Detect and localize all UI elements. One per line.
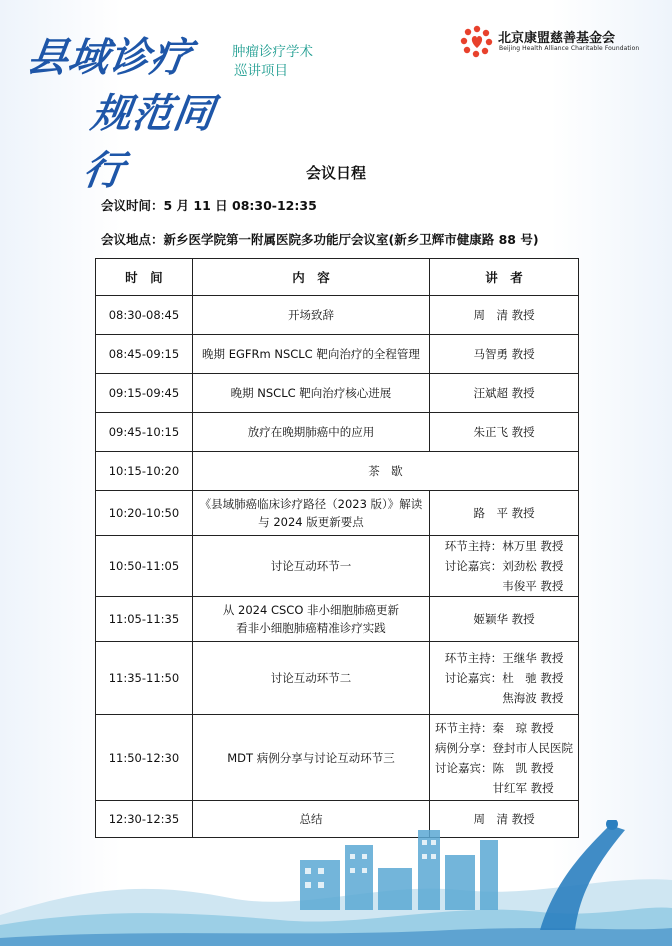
table-row bbox=[96, 491, 579, 536]
table-row bbox=[96, 642, 579, 715]
content-line: 与 2024 版更新要点 bbox=[258, 515, 364, 529]
cell-time: 09:45-10:15 bbox=[96, 413, 193, 452]
speaker-line: 周 清 教授 bbox=[473, 308, 535, 322]
project-line-2: 巡讲项目 bbox=[234, 63, 288, 79]
cell-time: 10:50-11:05 bbox=[96, 536, 193, 597]
cell-speaker bbox=[430, 413, 579, 452]
city-skyline-illustration bbox=[0, 820, 672, 946]
speaker-list bbox=[473, 383, 534, 403]
cell-speaker bbox=[430, 296, 579, 335]
speaker-line: 环节主持：王继华 教授 bbox=[444, 651, 564, 665]
speaker-line: 焦海波 教授 bbox=[444, 691, 564, 705]
calligraphy-line-2: 规范同行 bbox=[80, 90, 218, 194]
cell-speaker bbox=[430, 491, 579, 536]
speaker-line: 周 清 教授 bbox=[473, 812, 535, 826]
speaker-line: 朱正飞 教授 bbox=[473, 425, 535, 439]
content-line: 总结 bbox=[299, 812, 323, 826]
cell-speaker bbox=[430, 642, 579, 715]
speaker-list bbox=[445, 536, 564, 596]
speaker-line: 讨论嘉宾：刘劲松 教授 bbox=[444, 559, 564, 573]
foundation-name: 北京康盟慈善基金会 bbox=[498, 31, 616, 46]
cell-content bbox=[192, 413, 429, 452]
table-row bbox=[96, 413, 579, 452]
project-name bbox=[232, 43, 313, 81]
speaker-line: 汪斌超 教授 bbox=[473, 386, 535, 400]
content-line: 晚期 NSCLC 靶向治疗核心进展 bbox=[230, 386, 392, 400]
content-line: 晚期 EGFRm NSCLC 靶向治疗的全程管理 bbox=[202, 347, 420, 361]
cell-content bbox=[192, 452, 578, 491]
calligraphy-line-1: 县域诊疗 bbox=[24, 34, 195, 81]
cell-time: 10:15-10:20 bbox=[96, 452, 193, 491]
foundation-brand bbox=[460, 24, 660, 64]
cell-content bbox=[192, 642, 429, 715]
foundation-name-english: Beijing Health Alliance Charitable Foundation bbox=[499, 45, 640, 52]
cell-time: 11:50-12:30 bbox=[96, 715, 193, 801]
header-time: 时 间 bbox=[96, 259, 193, 296]
table-row bbox=[96, 715, 579, 801]
speaker-list bbox=[445, 648, 564, 708]
cell-content bbox=[192, 296, 429, 335]
cell-content bbox=[192, 536, 429, 597]
meeting-place: 会议地点：新乡医学院第一附属医院多功能厅会议室(新乡卫辉市健康路 88 号) bbox=[101, 232, 539, 247]
schedule-body bbox=[96, 296, 579, 838]
content-line: 讨论互动环节一 bbox=[270, 559, 352, 573]
page-title: 会议日程 bbox=[305, 164, 366, 182]
cell-time: 10:20-10:50 bbox=[96, 491, 193, 536]
meeting-time: 会议时间：5 月 11 日 08:30-12:35 bbox=[101, 198, 317, 213]
content-line: 茶 歇 bbox=[368, 464, 403, 478]
speaker-list bbox=[473, 422, 534, 442]
speaker-list bbox=[473, 305, 534, 325]
cell-content bbox=[192, 374, 429, 413]
table-row bbox=[96, 452, 579, 491]
cell-content bbox=[192, 715, 429, 801]
cell-speaker bbox=[430, 335, 579, 374]
speaker-line: 病例分享：登封市人民医院 bbox=[435, 740, 574, 755]
content-line: 看非小细胞肺癌精准诊疗实践 bbox=[236, 621, 386, 635]
foundation-logo-icon bbox=[460, 24, 494, 58]
cell-speaker bbox=[430, 715, 579, 801]
speaker-line: 路 平 教授 bbox=[473, 506, 535, 520]
table-row bbox=[96, 374, 579, 413]
table-header-row bbox=[96, 259, 579, 296]
cell-speaker bbox=[430, 374, 579, 413]
cell-content bbox=[192, 335, 429, 374]
cell-speaker bbox=[430, 536, 579, 597]
content-line: MDT 病例分享与讨论互动环节三 bbox=[227, 750, 395, 765]
schedule-table bbox=[95, 258, 579, 838]
table-row bbox=[96, 597, 579, 642]
content-line: 开场致辞 bbox=[287, 308, 334, 322]
table-row bbox=[96, 335, 579, 374]
speaker-line: 马智勇 教授 bbox=[473, 347, 535, 361]
speaker-line: 环节主持：秦 琼 教授 bbox=[435, 720, 554, 735]
content-line: 讨论互动环节二 bbox=[270, 671, 352, 685]
header-content: 内 容 bbox=[192, 259, 429, 296]
table-row bbox=[96, 536, 579, 597]
header-speaker: 讲 者 bbox=[430, 259, 579, 296]
cell-time: 12:30-12:35 bbox=[96, 801, 193, 838]
cell-time: 11:05-11:35 bbox=[96, 597, 193, 642]
speaker-line: 讨论嘉宾：杜 驰 教授 bbox=[444, 671, 564, 685]
speaker-line: 甘红军 教授 bbox=[435, 780, 554, 795]
speaker-line: 韦俊平 教授 bbox=[444, 579, 564, 593]
project-line-1: 肿瘤诊疗学术 bbox=[232, 44, 313, 60]
table-row bbox=[96, 296, 579, 335]
content-line: 放疗在晚期肺癌中的应用 bbox=[247, 425, 375, 439]
content-line: 从 2024 CSCO 非小细胞肺癌更新 bbox=[222, 603, 400, 617]
speaker-list bbox=[473, 503, 534, 523]
cell-speaker bbox=[430, 597, 579, 642]
cell-time: 08:45-09:15 bbox=[96, 335, 193, 374]
speaker-list bbox=[473, 609, 534, 629]
speaker-line: 姬颖华 教授 bbox=[473, 612, 535, 626]
cell-time: 08:30-08:45 bbox=[96, 296, 193, 335]
campaign-calligraphy bbox=[24, 26, 218, 194]
speaker-list bbox=[435, 718, 573, 798]
cell-time: 11:35-11:50 bbox=[96, 642, 193, 715]
speaker-line: 讨论嘉宾：陈 凯 教授 bbox=[435, 760, 554, 775]
cell-content bbox=[192, 597, 429, 642]
cell-content bbox=[192, 491, 429, 536]
speaker-list bbox=[473, 344, 534, 364]
speaker-line: 环节主持：林万里 教授 bbox=[444, 539, 564, 553]
cell-time: 09:15-09:45 bbox=[96, 374, 193, 413]
content-line: 《县域肺癌临床诊疗路径（2023 版）》解读 bbox=[199, 497, 423, 511]
